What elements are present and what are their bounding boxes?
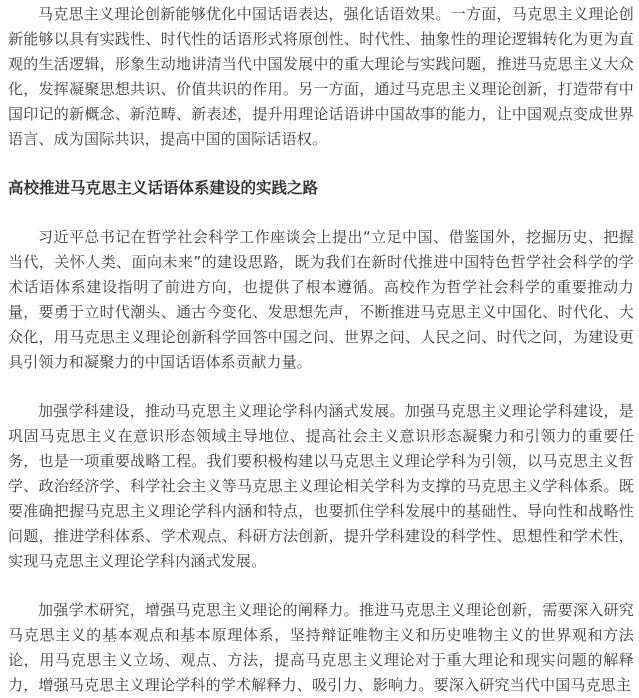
section-heading: 高校推进马克思主义话语体系建设的实践之路 [8,179,319,197]
paragraph-discourse-expression: 马克思主义理论创新能够优化中国话语表达，强化话语效果。一方面，马克思主义理论创新能够以具有实践性、时代性的话语形式将原创性、时代性、抽象性的理论逻辑转化为更为直观的生活逻辑，形象生动地讲清当代中国发展中的重大理论与实践问题，推进马克思主义大众化，发挥凝聚思想共识、价值共识的作用。另一方面，通过马克思主义理论创新，打造带有中国印记的新概念、新范畴、新表述，提升用理论话语讲中国故事的能力，让中国观点变成世界语言、成为国际共识，提高中国的国际话语权。 [8,5,634,148]
paragraph-construction-approach: 习近平总书记在哲学社会科学工作座谈会上提出“立足中国、借鉴国外，挖掘历史、把握当代，关怀人类、面向未来”的建设思路，既为我们在新时代推进中国特色哲学社会科学的学术话语体系建设指明了前进方向，也提供了根本遵循。高校作为哲学社会科学的重要推动力量，要勇于立时代潮头、通古今变化、发思想先声，不断推进马克思主义中国化、时代化、大众化，用马克思主义理论创新科学回答中国之问、世界之问、人民之问、时代之问，为建设更具引领力和凝聚力的中国话语体系贡献力量。 [8,228,634,371]
paragraph-discipline-building: 加强学科建设，推动马克思主义理论学科内涵式发展。加强马克思主义理论学科建设，是巩固马克思主义在意识形态领域主导地位、提高社会主义意识形态凝聚力和引领力的重要任务，也是一项重要战略工程。我们要积极构建以马克思主义理论学科为引领，以马克思主义哲学、政治经济学、科学社会主义等马克思主义理论相关学科为支撑的马克思主义学科体系。既要准确把握马克思主义理论学科内涵和特点，也要抓住学科发展中的基础性、导向性和战略性问题，推进学科体系、学术观点、科研方法创新，提升学科建设的科学性、思想性和学术性，实现马克思主义理论学科内涵式发展。 [8,402,634,570]
paragraph-academic-research: 加强学术研究，增强马克思主义理论的阐释力。推进马克思主义理论创新，需要深入研究马克思主义的基本观点和基本原理体系，坚持辩证唯物主义和历史唯物主义的世界观和方法论，用马克思主义立场、观点、方法，提高马克思主义理论对于重大理论和现实问题的解释力，增强马克思主义理论学科的学术解释力、吸引力、影响力。要深入研究当代中国马克思主 [8,601,634,694]
article-body [8,0,634,698]
